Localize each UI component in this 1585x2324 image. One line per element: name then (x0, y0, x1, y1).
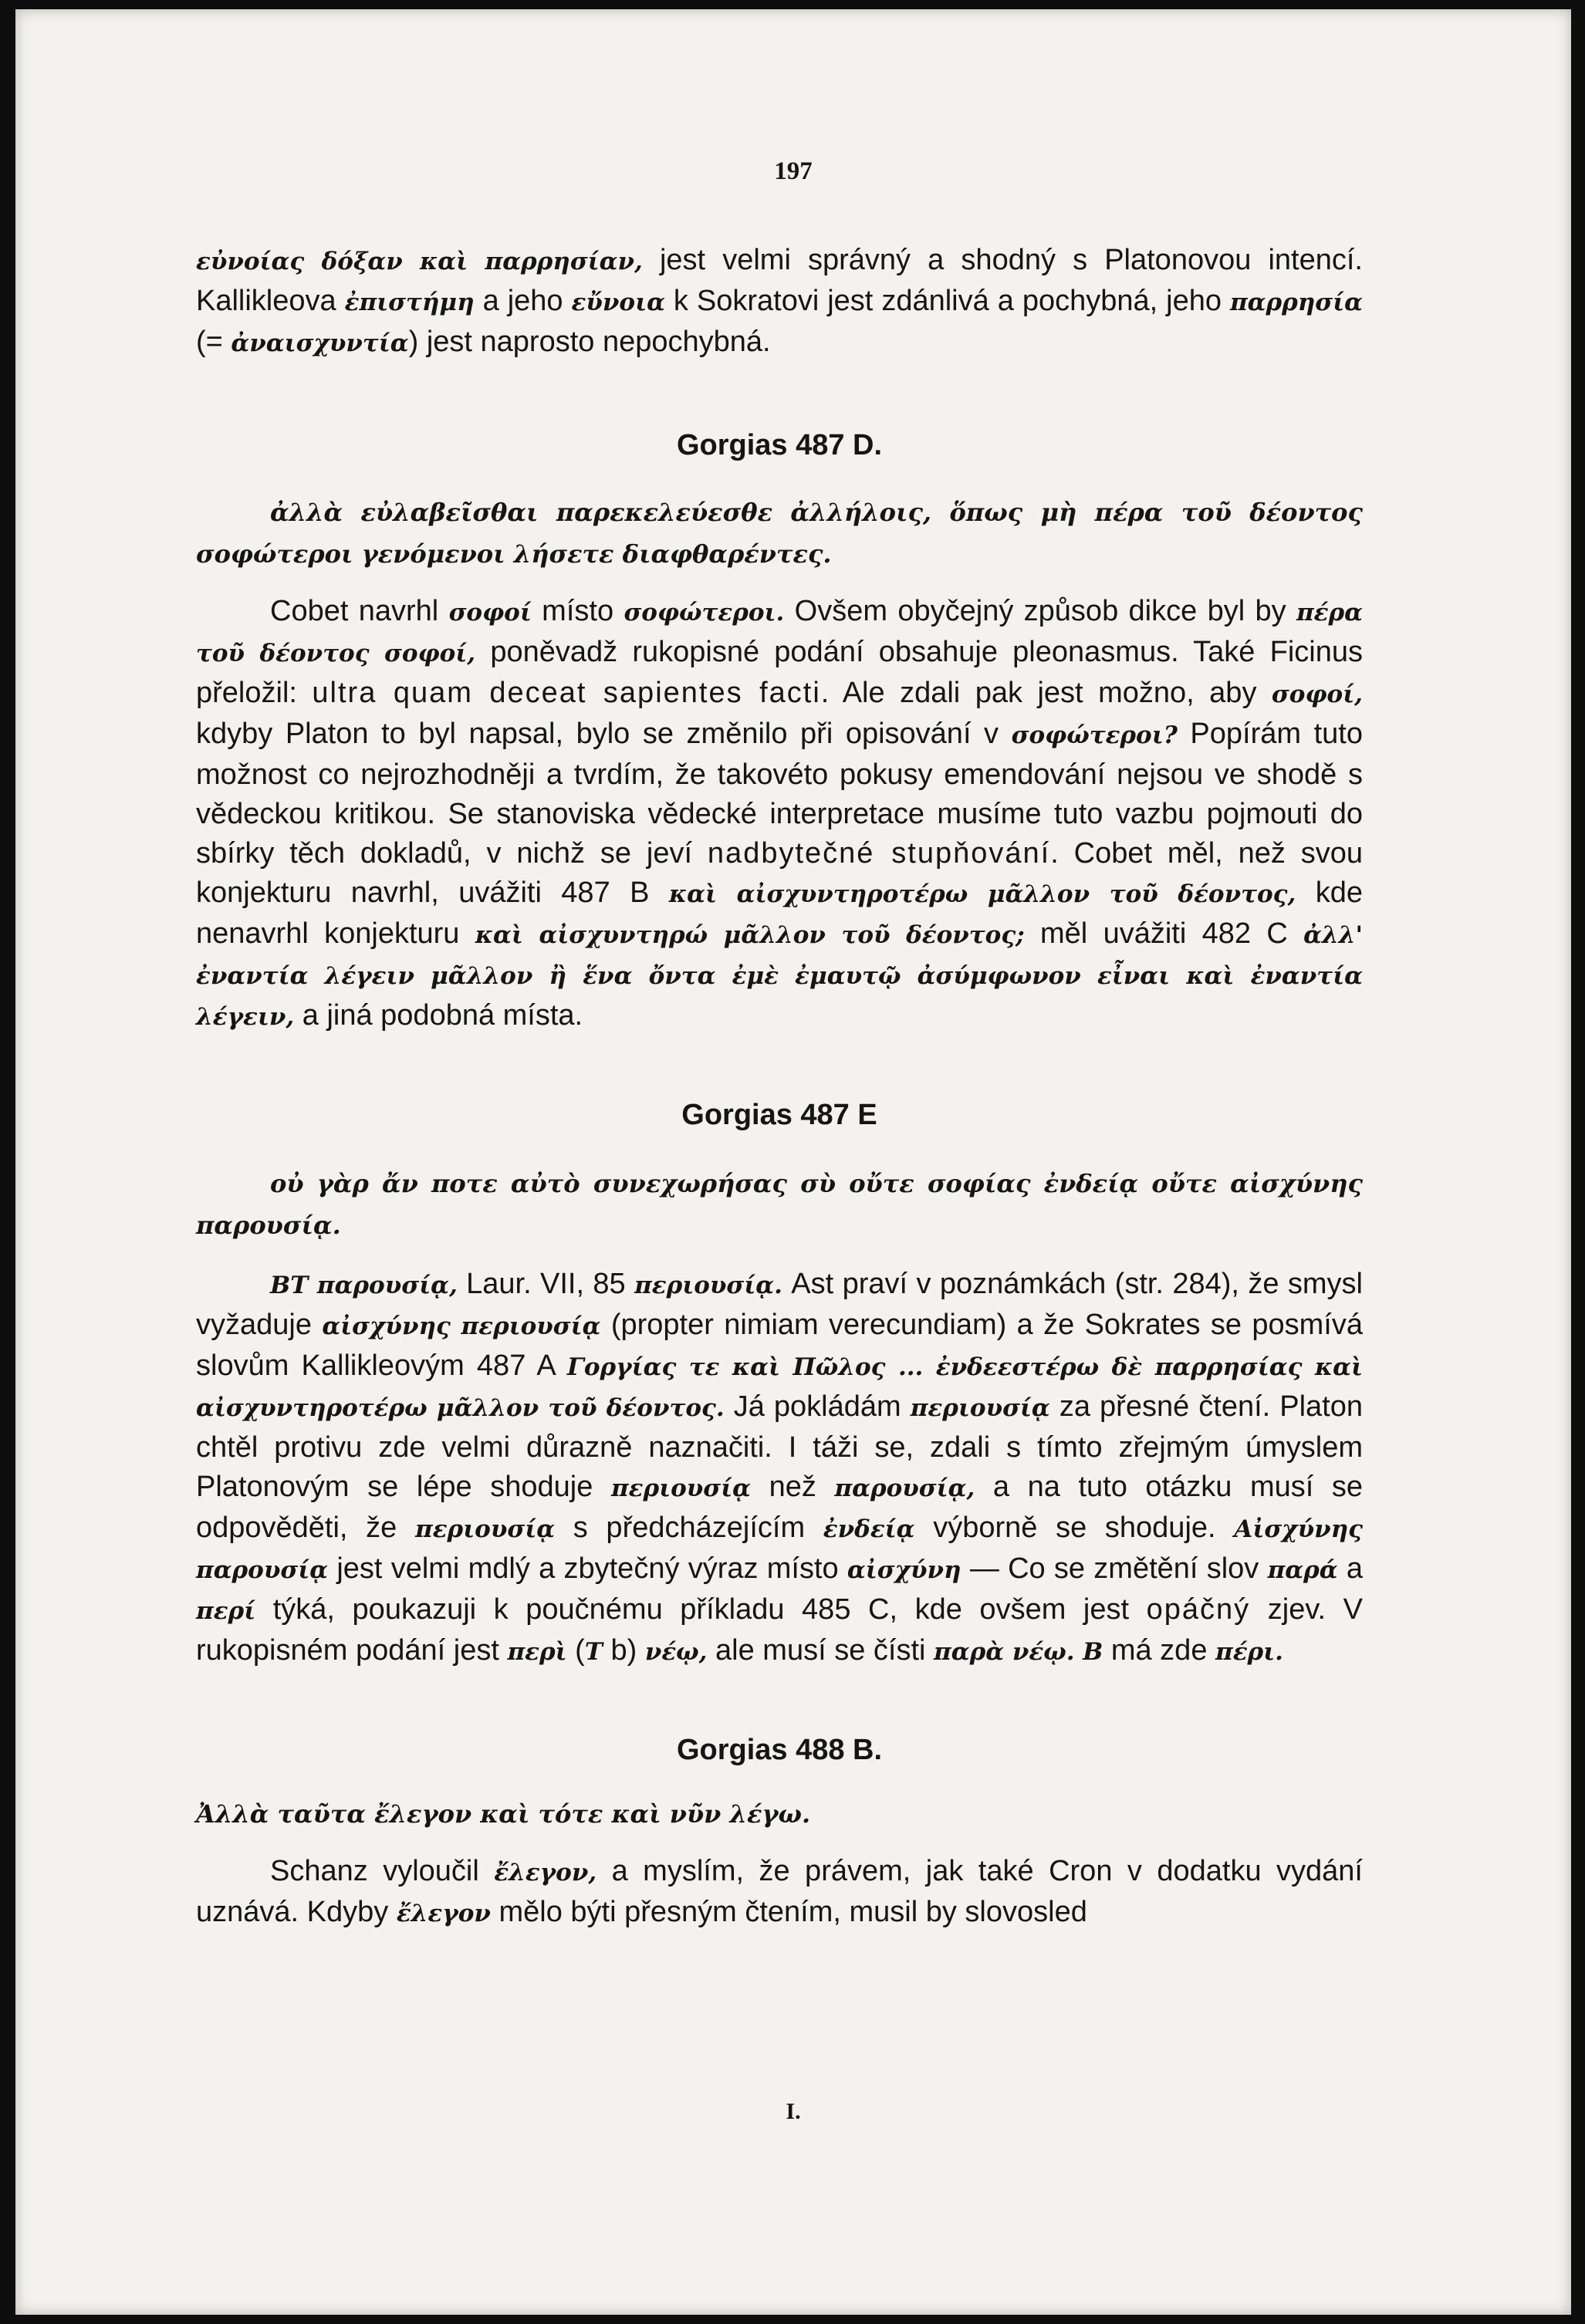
greek-text: ἐπιστήμη (344, 289, 475, 316)
signature-mark: I. (786, 2099, 801, 2124)
spaced-text: ultra quam deceat sapientes facti (312, 677, 821, 709)
greek-text: περιουσίᾳ (610, 1474, 752, 1502)
paragraph-commentary: BT παρουσίᾳ, Laur. VII, 85 περιουσίᾳ. Ast praví v poznámkách (str. 284), že smysl vyžaduje αἰσχύνης περιουσίᾳ (propter nimiam verecundiam) a že Sokrates se posmívá slovům Kallikleovým 487 A Γοργίας τε καὶ Πῶλος ... ἐνδεεστέρω δὲ παρρησίας καὶ αἰσχυντηροτέρω μᾶλλον τοῦ δέοντος. Já pokládám περιουσίᾳ za přesné čtení. Platon chtěl protivu zde velmi důrazně naznačiti. I táži se, zdali s tímto zřejmým úmyslem Platonovým se lépe shoduje περιουσίᾳ než παρουσίᾳ, a na tuto otázku musí se odpověděti, že περιουσίᾳ s předcházejícím ἐνδείᾳ výborně se shoduje. Αἰσχύνης παρουσίᾳ jest velmi mdlý a zbytečný výraz místo αἰσχύνη — Co se změtění slov παρά a περί týká, poukazuji k poučnému příkladu 485 C, kde ovšem jest opáčný zjev. V rukopisném podání jest περὶ (T b) νέῳ, ale musí se čísti παρὰ νέῳ. B má zde πέρι. (196, 1268, 1364, 1667)
greek-text: καὶ αἰσχυντηρώ μᾶλλον τοῦ δέοντος; (475, 921, 1025, 949)
greek-text: περί (196, 1597, 256, 1625)
greek-text: περὶ (507, 1638, 567, 1666)
text-body (196, 241, 1363, 1934)
greek-text: παρουσίᾳ, (834, 1474, 975, 1502)
greek-text: ἔλεγον, (494, 1859, 597, 1887)
paragraph-intro: εὐνοίας δόξαν καὶ παρρησίαν, jest velmi správný a shodný s Platonovou intencí. Kallikleova ἐπιστήμη a jeho εὔνοια k Sokratovi jest zdánlivá a pochybná, jeho παρρησία (= ἀναισχυντία) jest naprosto nepochybná. (196, 244, 1363, 358)
greek-text: πέρα τοῦ δέοντος σοφοί, (196, 599, 1363, 667)
greek-text: ἔλεγον (396, 1900, 491, 1927)
greek-text: σοφοί, (1271, 681, 1363, 708)
greek-text: εὔνοια (571, 289, 665, 316)
spaced-text: opáčný (1146, 1593, 1251, 1626)
section-heading: Gorgias 487 E (681, 1099, 877, 1131)
greek-text: περιουσίᾳ. (634, 1272, 782, 1299)
section-heading: Gorgias 487 D. (676, 429, 883, 461)
greek-text: ἐνδείᾳ (823, 1515, 915, 1543)
greek-text: BT παρουσίᾳ, (270, 1272, 458, 1299)
greek-quote: ἀλλὰ εὐλαβεῖσθαι παρεκελεύεσθε ἀλλήλοις, ὅπως μὴ πέρα τοῦ δέοντος σοφώτεροι γενόμενοι λήσετε διαφθαρέντες. (196, 498, 1363, 569)
greek-text: σοφώτεροι. (624, 599, 785, 627)
greek-text: περιουσίᾳ (415, 1515, 556, 1543)
greek-quote: οὐ γὰρ ἄν ποτε αὐτὸ συνεχωρήσας σὺ οὔτε σοφίας ἐνδείᾳ οὔτε αἰσχύνης παρουσίᾳ. (196, 1169, 1363, 1240)
greek-text: B (1083, 1638, 1103, 1666)
greek-text: σοφώτεροι? (1011, 721, 1178, 749)
spaced-text: nadbytečné stupňování (707, 837, 1051, 870)
greek-text: εὐνοίας δόξαν καὶ παρρησίαν, (196, 248, 643, 275)
paragraph-commentary: Cobet navrhl σοφοί místo σοφώτεροι. Ovšem obyčejný způsob dikce byl by πέρα τοῦ δέοντος σοφοί, poněvadž rukopisné podání obsahuje pleonasmus. Také Ficinus přeložil: ultra quam deceat sapientes facti. Ale zdali pak jest možno, aby σοφοί, kdyby Platon to byl napsal, bylo se změnilo při opisování v σοφώτεροι? Popírám tuto možnost co nejrozhodněji a tvrdím, že takovéto pokusy emendování nejsou ve shodě s vědeckou kritikou. Se stanoviska vědecké interpretace musíme tuto vazbu pojmouti do sbírky těch dokladů, v nichž se jeví nadbytečné stupňování. Cobet měl, než svou konjekturu navrhl, uvážiti 487 B καὶ αἰσχυντηροτέρω μᾶλλον τοῦ δέοντος, kde nenavrhl konjekturu καὶ αἰσχυντηρώ μᾶλλον τοῦ δέοντος; měl uvážiti 482 C ἀλλ' ἐναντία λέγειν μᾶλλον ἢ ἕνα ὄντα ἐμὲ ἐμαυτῷ ἀσύμφωνον εἶναι καὶ ἐναντία λέγειν, a jiná podobná místa. (196, 595, 1364, 1032)
greek-text: παρά (1267, 1556, 1338, 1584)
page (15, 9, 1571, 2315)
paragraph-commentary: Schanz vyloučil ἔλεγον, a myslím, že právem, jak také Cron v dodatku vydání uznává. Kdyby ἔλεγον mělo býti přesným čtením, musil by slovosled (196, 1855, 1363, 1928)
greek-text: πέρι. (1215, 1638, 1283, 1666)
greek-text: παρὰ νέῳ. (934, 1638, 1075, 1666)
section-heading: Gorgias 488 B. (676, 1734, 883, 1766)
greek-text: T (584, 1638, 603, 1666)
greek-text: ἀλλ' ἐναντία λέγειν μᾶλλον ἢ ἕνα ὄντα ἐμὲ ἐμαυτῷ ἀσύμφωνον εἶναι καὶ ἐναντία λέγειν, (196, 921, 1363, 1031)
greek-quote: Ἀλλὰ ταῦτα ἔλεγον καὶ τότε καὶ νῦν λέγω. (196, 1799, 811, 1829)
greek-text: αἰσχύνη (847, 1556, 961, 1584)
greek-text: ἀναισχυντία (231, 329, 409, 357)
greek-text: Γοργίας τε καὶ Πῶλος ... ἐνδεεστέρω δὲ παρρησίας καὶ αἰσχυντηροτέρω μᾶλλον τοῦ δέοντος. (196, 1353, 1363, 1422)
greek-text: περιουσίᾳ (910, 1394, 1050, 1422)
greek-text: νέῳ, (644, 1638, 708, 1666)
greek-text: αἰσχύνης περιουσίᾳ (322, 1312, 601, 1340)
page-number: 197 (774, 157, 813, 185)
greek-text: παρρησία (1229, 289, 1363, 316)
greek-text: Αἰσχύνης παρουσίᾳ (196, 1515, 1363, 1584)
greek-text: σοφοί (448, 599, 532, 627)
greek-text: καὶ αἰσχυντηροτέρω μᾶλλον τοῦ δέοντος, (668, 880, 1296, 908)
